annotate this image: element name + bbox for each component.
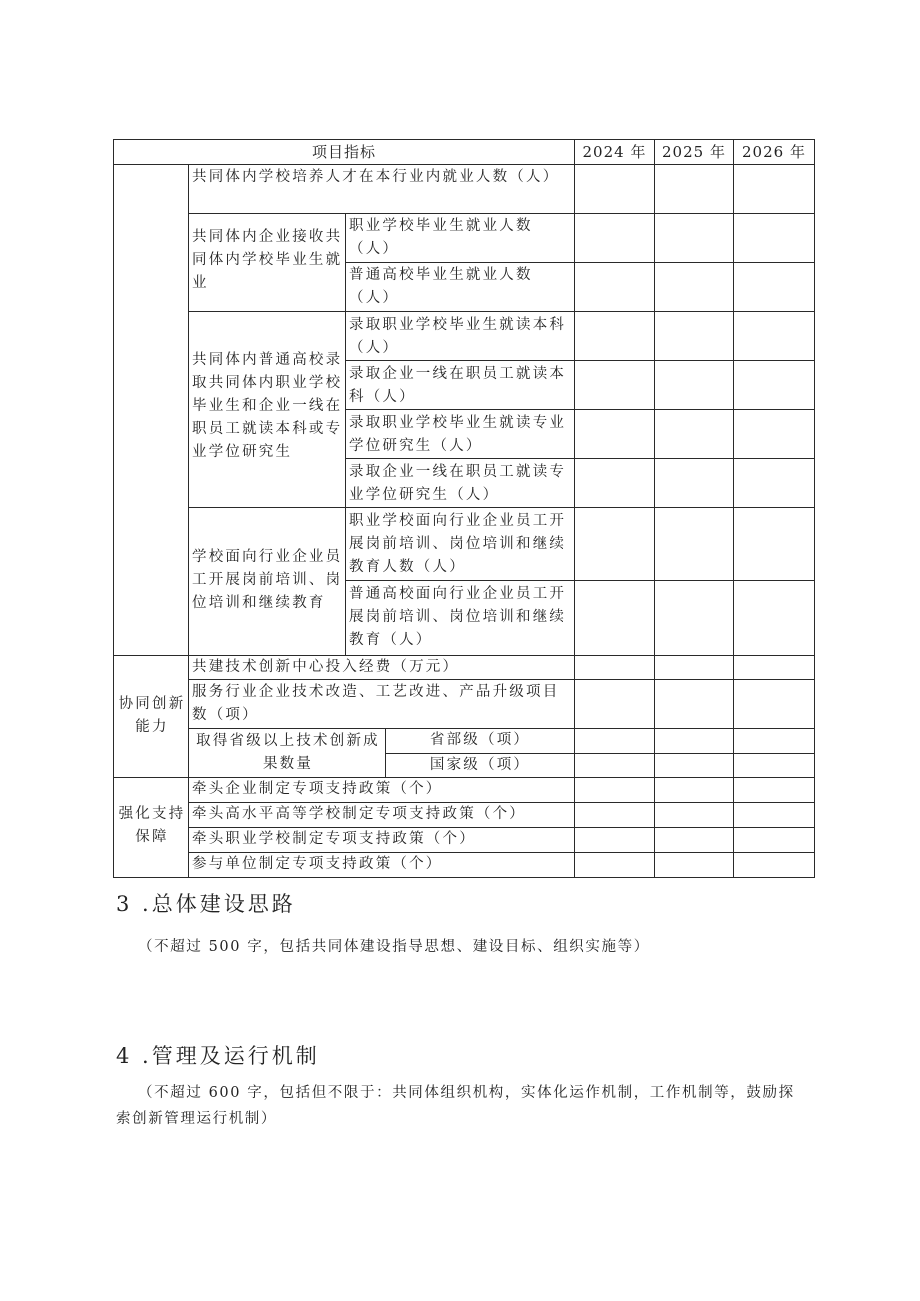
section-4-title: 4 .管理及运行机制 [116, 1044, 320, 1068]
group-enterprise-employment: 共同体内企业接收共同体内学校毕业生就业 [192, 229, 343, 291]
grid-line [345, 360, 815, 361]
row-ministerial-level: 省部级（项） [429, 732, 531, 748]
header-year-2025: 2025 年 [662, 143, 726, 161]
grid-line [345, 262, 815, 263]
category-support-guarantee: 强化支持保障 [118, 806, 186, 845]
header-indicator: 项目指标 [311, 143, 376, 161]
row-university-policy: 牵头高水平高等学校制定专项支持政策（个） [192, 806, 526, 822]
row-university-training: 普通高校面向行业企业员工开展岗前培训、岗位培训和继续教育（人） [349, 586, 567, 648]
grid-line [188, 679, 815, 680]
table-border-top [113, 139, 815, 140]
row-vocational-graduates: 职业学校毕业生就业人数（人） [349, 218, 533, 257]
grid-line [188, 213, 815, 214]
row-tech-upgrade-projects: 服务行业企业技术改造、工艺改进、产品升级项目数（项） [192, 684, 560, 723]
section-4-note: （不超过 600 字，包括但不限于：共同体组织机构，实体化运作机制，工作机制等，鼓励探索创新管理运行机制） [116, 1085, 795, 1127]
section-3-note: （不超过 500 字，包括共同体建设指导思想、建设目标、组织实施等） [138, 939, 650, 955]
grid-line [654, 139, 655, 878]
row-vocational-policy: 牵头职业学校制定专项支持政策（个） [192, 831, 476, 847]
row-enterprise-policy: 牵头企业制定专项支持政策（个） [192, 781, 443, 797]
group-provincial-achievements: 取得省级以上技术创新成果数量 [196, 733, 380, 772]
table-border-left [113, 139, 114, 878]
row-university-graduates: 普通高校毕业生就业人数（人） [349, 267, 533, 306]
row-talent-employment: 共同体内学校培养人才在本行业内就业人数（人） [192, 169, 560, 185]
grid-line [574, 139, 575, 878]
table-border-right [814, 139, 815, 878]
row-national-level: 国家级（项） [429, 757, 531, 773]
grid-line [345, 580, 815, 581]
row-innovation-center-funding: 共建技术创新中心投入经费（万元） [192, 659, 460, 675]
row-admit-worker-master: 录取企业一线在职员工就读专业学位研究生（人） [349, 464, 567, 503]
grid-line [113, 164, 815, 165]
section-3-title: 3 .总体建设思路 [116, 892, 296, 916]
group-school-training: 学校面向行业企业员工开展岗前培训、岗位培训和继续教育 [192, 549, 343, 611]
group-university-admission: 共同体内普通高校录取共同体内职业学校毕业生和企业一线在职员工就读本科或专业学位研究生 [192, 352, 343, 460]
category-collaborative-innovation: 协同创新能力 [118, 696, 186, 735]
row-admit-vocational-bachelor: 录取职业学校毕业生就读本科（人） [349, 317, 567, 356]
grid-line [733, 139, 734, 878]
row-vocational-training: 职业学校面向行业企业员工开展岗前培训、岗位培训和继续教育人数（人） [349, 513, 567, 575]
grid-line [345, 409, 815, 410]
header-year-2026: 2026 年 [742, 143, 806, 161]
grid-line [188, 507, 815, 508]
grid-line [345, 458, 815, 459]
row-admit-vocational-master: 录取职业学校毕业生就读专业学位研究生（人） [349, 415, 567, 454]
table-border-bottom [113, 877, 815, 878]
row-admit-worker-bachelor: 录取企业一线在职员工就读本科（人） [349, 366, 567, 405]
header-year-2024: 2024 年 [582, 143, 647, 161]
grid-line [188, 311, 815, 312]
row-participant-policy: 参与单位制定专项支持政策（个） [192, 856, 443, 872]
